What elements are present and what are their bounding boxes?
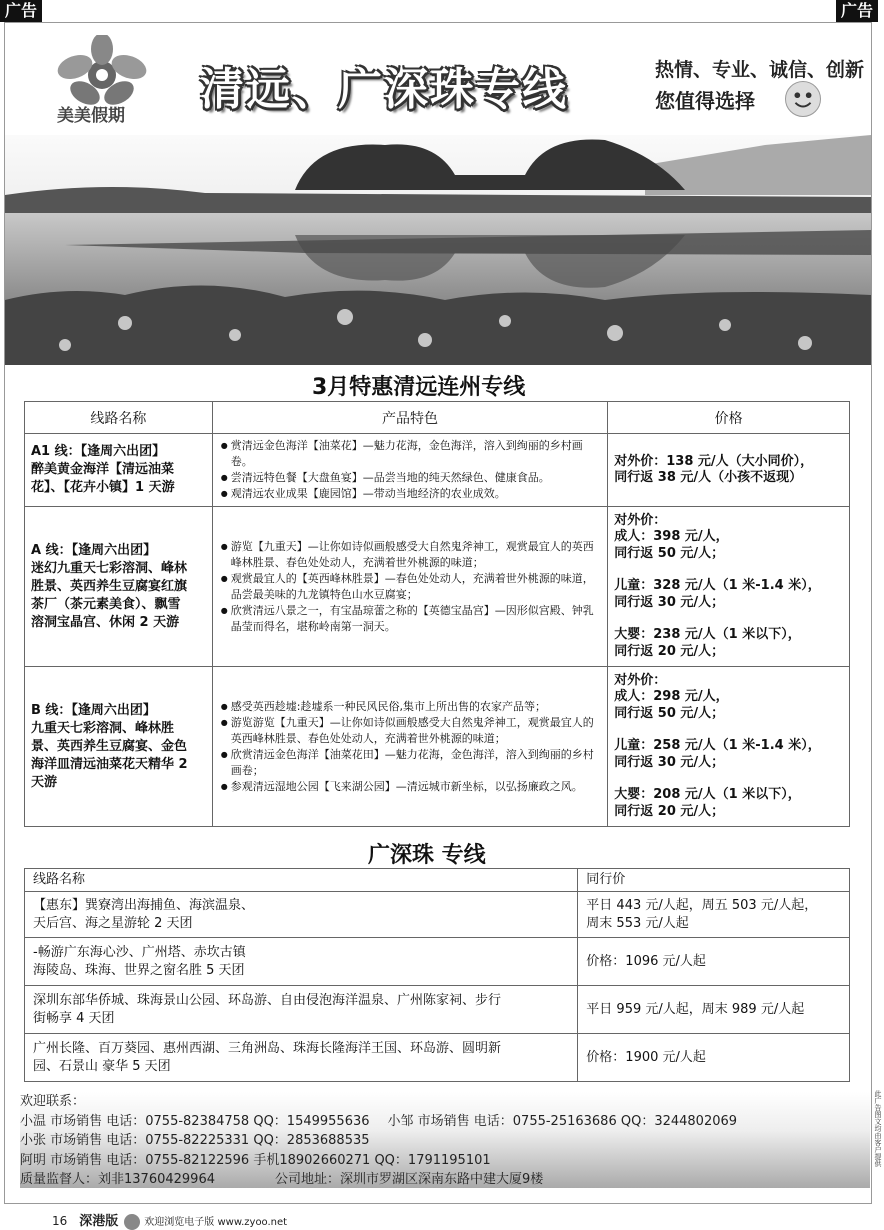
table-row xyxy=(25,986,850,1034)
table-row xyxy=(25,507,850,667)
contact-row xyxy=(20,1170,870,1190)
table-row xyxy=(25,892,850,938)
ad-header xyxy=(5,23,871,135)
contact-xiaowen: 小温 市场销售 电话：0755-82384758 QQ：1549955636 xyxy=(20,1113,370,1129)
route-price: 价格：1900 元/人起 xyxy=(578,1034,850,1082)
table-row xyxy=(25,434,850,507)
contact-xiaozou: 小邹 市场销售 电话：0755-25163686 QQ：3244802069 xyxy=(387,1113,738,1129)
quality-supervisor: 质量监督人：刘非13760429964 xyxy=(20,1172,215,1187)
section2-title: 广深珠 专线 xyxy=(368,843,486,868)
company-address: 公司地址：深圳市罗湖区深南东路中建大厦9楼 xyxy=(274,1172,544,1187)
table-header-row xyxy=(25,402,850,434)
page-number: 16 xyxy=(52,1214,68,1228)
table-header-row xyxy=(25,869,850,892)
route-features xyxy=(212,667,607,827)
col-header-route: 线路名称 xyxy=(25,869,578,892)
route-price: 对外价： 成人：298 元/人， 同行返 50 元/人； 儿童：258 元/人（1 米-1.4 米）， 同行返 30 元/人； 大婴：208 元/人（1 米以下）， 同行返 20 元/人； xyxy=(608,667,850,827)
list-item: ● 欣赏清远八景之一，有宝晶琼蕾之称的【英德宝晶宫】—因形似宫殿、钟乳晶莹而得名，堪称岭南第一洞天。 xyxy=(221,603,599,635)
slogan-line1: 热情、专业、诚信、创新 xyxy=(655,59,865,81)
list-item: ● 尝清远特色餐【大盘鱼宴】—品尝当地的纯天然绿色、健康食品。 xyxy=(221,470,599,486)
col-header-price: 价格 xyxy=(608,402,850,434)
table-row xyxy=(25,1034,850,1082)
route-price: 价格：1096 元/人起 xyxy=(578,938,850,986)
contact-aming: 阿明 市场销售 电话：0755-82122596 手机18902660271 QQ：1791195101 xyxy=(20,1152,491,1168)
list-item: ● 赏清远金色海洋【油菜花】—魅力花海，金色海洋，溶入到绚丽的乡村画卷。 xyxy=(221,438,599,470)
col-header-route: 线路名称 xyxy=(25,402,213,434)
route-name: -畅游广东海心沙、广州塔、赤坎古镇 海陵岛、珠海、世界之窗名胜 5 天团 xyxy=(25,938,578,986)
col-header-price: 同行价 xyxy=(578,869,850,892)
contact-xiaozhang: 小张 市场销售 电话：0755-82225331 QQ：2853688535 xyxy=(20,1133,370,1148)
list-item: ● 观赏最宜人的【英西峰林胜景】—春色处处动人，充满着世外桃源的味道，品尝最美味的九龙镇特色山水豆腐宴； xyxy=(221,571,599,603)
list-item: ● 欣赏清远金色海洋【油菜花田】—魅力花海，金色海洋，溶入到绚丽的乡村画卷； xyxy=(221,747,599,779)
slogan-line2: 您值得选择 xyxy=(655,89,755,113)
contact-welcome: 欢迎联系： xyxy=(20,1094,86,1109)
smiley-icon xyxy=(785,81,821,117)
route-features xyxy=(212,434,607,507)
section1-title: 3月特惠清远连州专线 xyxy=(312,375,526,400)
landscape-photo xyxy=(5,135,871,365)
table-row xyxy=(25,938,850,986)
col-header-features: 产品特色 xyxy=(212,402,607,434)
route-name: 【惠东】巽寮湾出海捕鱼、海滨温泉、 天后宫、海之星游轮 2 天团 xyxy=(25,892,578,938)
table-row xyxy=(25,667,850,827)
list-item: ● 参观清远湿地公园【飞来湖公园】—清远城市新坐标，以弘扬廉政之风。 xyxy=(221,779,599,795)
contact-row xyxy=(20,1112,870,1132)
route-name: 深圳东部华侨城、珠海景山公园、环岛游、自由侵泡海洋温泉、广州陈家祠、步行 街畅享 4 天团 xyxy=(25,986,578,1034)
qingyuan-routes-table xyxy=(24,401,850,827)
headline: 清远、广深珠专线 xyxy=(200,64,568,115)
list-item: ● 游览【九重天】—让你如诗似画般感受大自然鬼斧神工，观赏最宜人的英西峰林胜景、春色处处动人，充满着世外桃源的味道； xyxy=(221,539,599,571)
list-item: ● 游览游览【九重天】—让你如诗似画般感受大自然鬼斧神工，观赏最宜人的英西峰林胜景、春色处处动人，充满着世外桃源的味道； xyxy=(221,715,599,747)
route-name: A1 线：【逢周六出团】 醉美黄金海洋【清远油菜 花】、【花卉小镇】1 天游 xyxy=(25,434,213,507)
list-item: ● 感受英西趁墟:趁墟系一种民风民俗,集市上所出售的农家产品等； xyxy=(221,699,599,715)
brand-name: 美美假期 xyxy=(57,106,125,126)
route-name: B 线：【逢周六出团】 九重天七彩溶洞、峰林胜 景、英西养生豆腐宴、金色 海洋皿清远油菜花天精华 2 天游 xyxy=(25,667,213,827)
route-name: A 线：【逢周六出团】 迷幻九重天七彩溶洞、峰林 胜景、英西养生豆腐宴红旗 茶厂（茶元素美食）、飘雪 溶洞宝晶宫、休闲 2 天游 xyxy=(25,507,213,667)
route-name: 广州长隆、百万葵园、惠州西湖、三角洲岛、珠海长隆海洋王国、环岛游、圆明新 园、石景山 豪华 5 天团 xyxy=(25,1034,578,1082)
route-features xyxy=(212,507,607,667)
list-item: ● 观清远农业成果【鹿园馆】—带动当地经济的农业成效。 xyxy=(221,486,599,502)
side-note: 此广告图文均由客户提供 xyxy=(874,1090,882,1167)
edition-name: 深港版 xyxy=(79,1214,119,1229)
gsz-routes-table xyxy=(24,868,850,1082)
edition-badge-icon xyxy=(124,1214,140,1230)
route-price: 对外价： 成人：398 元/人， 同行返 50 元/人； 儿童：328 元/人（1 米-1.4 米）， 同行返 30 元/人； 大婴：238 元/人（1 米以下）， 同行返 20 元/人； xyxy=(608,507,850,667)
footer-link[interactable]: 欢迎浏览电子版 www.zyoo.net xyxy=(144,1217,288,1228)
route-price: 平日 443 元/人起，周五 503 元/人起， 周末 553 元/人起 xyxy=(578,892,850,938)
page-footer xyxy=(52,1210,287,1230)
ad-label-left: 广告 xyxy=(0,0,42,22)
contact-block xyxy=(20,1092,870,1188)
route-price: 平日 959 元/人起，周末 989 元/人起 xyxy=(578,986,850,1034)
ad-label-right: 广告 xyxy=(836,0,878,22)
route-price: 对外价：138 元/人（大小同价）， 同行返 38 元/人（小孩不返现） xyxy=(608,434,850,507)
